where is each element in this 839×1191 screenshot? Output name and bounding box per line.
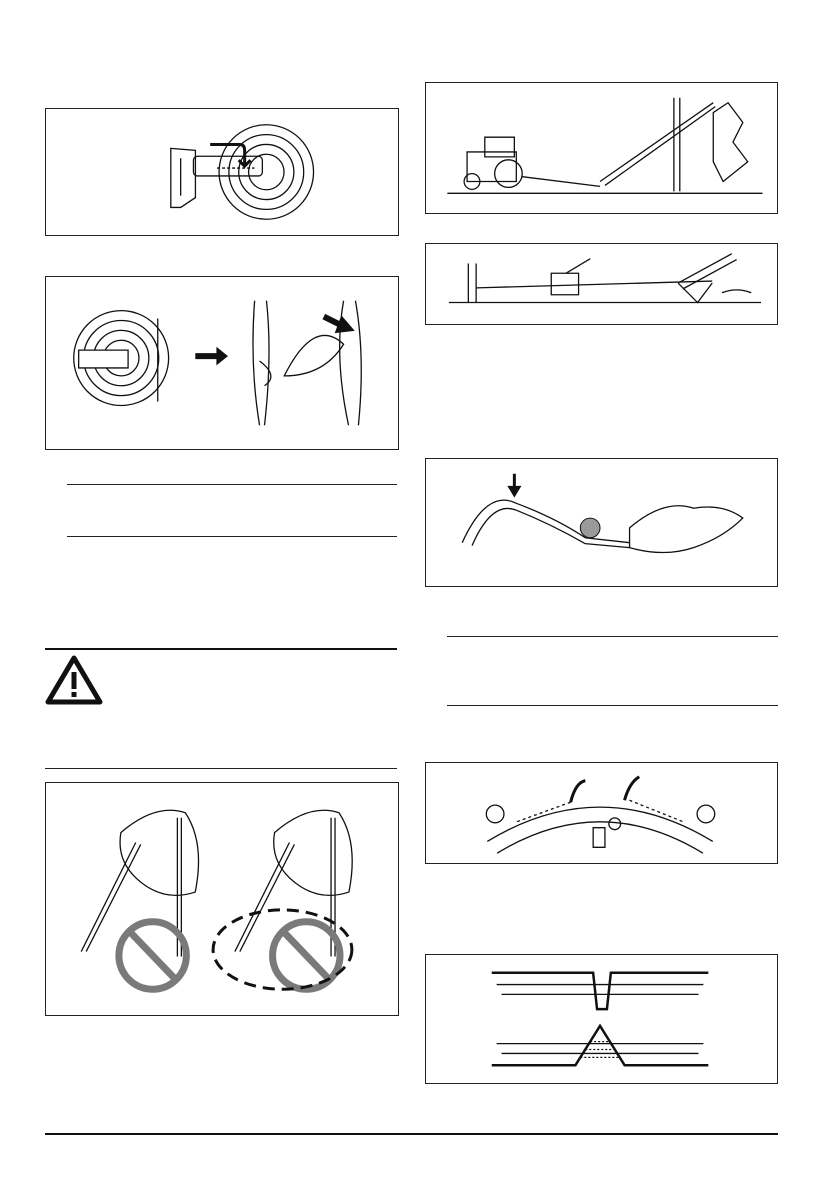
figure-tractor-winch	[425, 82, 778, 214]
footer-rule	[45, 1133, 778, 1135]
warning-top-rule	[45, 648, 397, 650]
log-cut-icon	[426, 955, 777, 1083]
divider-rule	[447, 705, 778, 706]
divider-rule	[67, 484, 397, 485]
figure-chain-cut-log	[45, 108, 399, 236]
winch-icon	[426, 244, 777, 324]
saw-cutting-log-icon	[46, 109, 398, 235]
figure-hinge-felling	[45, 276, 399, 450]
divider-rule	[67, 536, 397, 537]
log-tension-icon	[426, 763, 777, 863]
figure-bent-tree-stress	[425, 458, 778, 587]
warning-bottom-rule	[45, 768, 397, 769]
figure-log-tension-cut	[425, 762, 778, 864]
figure-no-standing-under-tree	[45, 782, 399, 1016]
bent-tree-icon	[426, 459, 777, 586]
figure-winch-pulling	[425, 243, 778, 325]
tractor-icon	[426, 83, 777, 213]
hinge-felling-icon	[46, 277, 398, 449]
divider-rule	[447, 636, 778, 637]
warning-triangle-icon	[45, 655, 103, 705]
prohibited-zone-icon	[46, 783, 398, 1015]
figure-log-cut-cross-section	[425, 954, 778, 1084]
